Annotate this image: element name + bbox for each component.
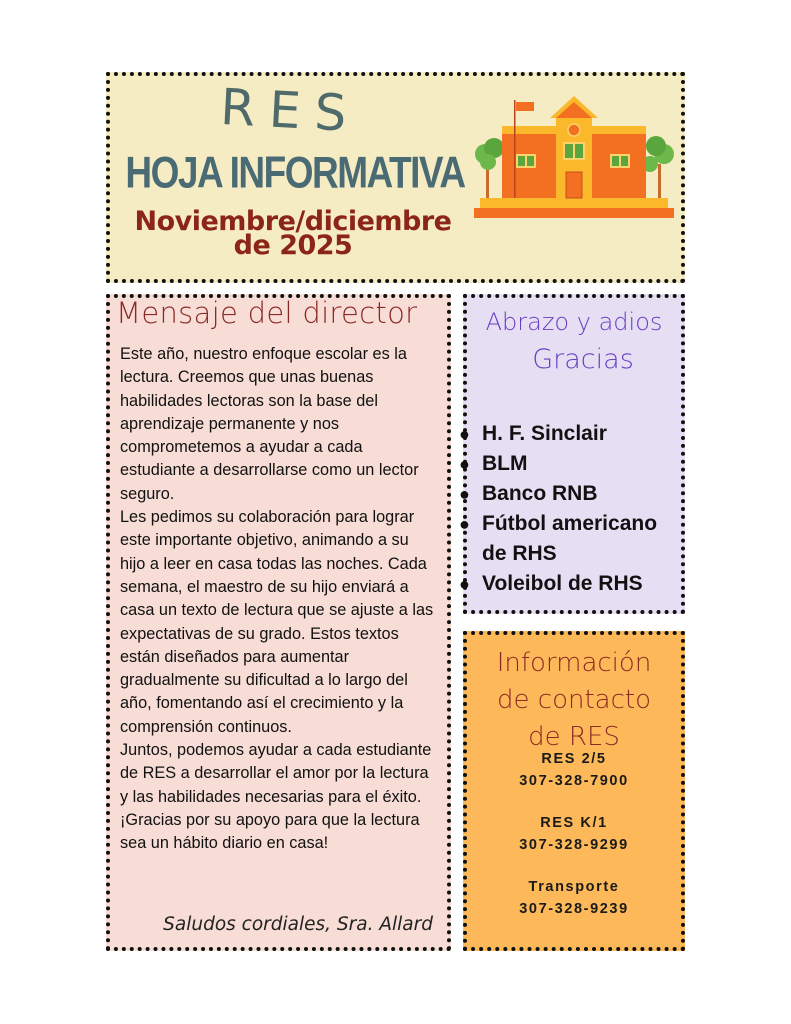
- sponsor-list: [461, 419, 677, 599]
- contact-entry: [467, 813, 681, 856]
- thanks-subheading: Gracias: [532, 344, 634, 375]
- newsletter-date: [110, 206, 476, 261]
- contact-entry: [467, 749, 681, 792]
- list-item: ● Voleibol de RHS: [461, 569, 677, 599]
- contact-list: [467, 749, 681, 941]
- date-line-2: de 2025: [233, 230, 353, 261]
- contact-heading: Información de contacto de RES: [496, 648, 652, 752]
- bullet-icon: ●: [459, 514, 470, 534]
- bullet-icon: ●: [459, 424, 470, 444]
- newsletter-title: HOJA INFORMATIVA: [125, 148, 465, 198]
- paragraph: Este año, nuestro enfoque escolar es la lectura. Creemos que unas buenas habilidades lectoras son la base del aprendizaje permanente y nos comprometemos a ayudar a cada estudiante a desarrollarse como un lector seguro.: [120, 345, 419, 503]
- director-message-body: [120, 343, 438, 856]
- signature: Saludos cordiales, Sra. Allard: [163, 914, 433, 935]
- thanks-heading: Abrazo y adios: [485, 308, 663, 336]
- bullet-icon: ●: [459, 574, 470, 594]
- contact-label: RES K/1: [540, 815, 608, 831]
- bullet-icon: ●: [459, 454, 470, 474]
- contact-panel: [463, 631, 685, 951]
- list-item: ● BLM: [461, 449, 677, 479]
- paragraph: Les pedimos su colaboración para lograr este importante objetivo, animando a su hijo a leer en casa todas las noches. Cada semana, el maestro de su hijo enviará a casa un texto de lectura que se ajuste a las expectativas de su grado. Estos textos están diseñados para aumentar gradualmente su dificultad a lo largo del año, fomentando así el crecimiento y la comprensión continuos.: [120, 508, 434, 736]
- contact-label: RES 2/5: [541, 751, 607, 767]
- list-item: ● H. F. Sinclair: [461, 419, 677, 449]
- contact-phone: 307-328-9239: [519, 900, 629, 917]
- contact-label: Transporte: [528, 879, 620, 895]
- header-banner: [106, 72, 685, 283]
- thanks-panel: [459, 294, 685, 614]
- director-message-panel: [106, 294, 451, 951]
- date-line-1: Noviembre/diciembre: [134, 206, 452, 237]
- director-heading: Mensaje del director: [116, 296, 418, 330]
- contact-phone: 307-328-9299: [519, 836, 629, 853]
- bullet-icon: ●: [459, 484, 470, 504]
- list-item: ● Fútbol americano: [461, 509, 677, 539]
- list-item-continuation: de RHS: [482, 542, 557, 565]
- paragraph: Juntos, podemos ayudar a cada estudiante de RES a desarrollar el amor por la lectura y las habilidades necesarias para el éxito. ¡Gracias por su apoyo para que la lectura sea un hábito diario en casa!: [120, 741, 432, 853]
- org-name: RES: [218, 78, 362, 144]
- school-building-icon: [472, 90, 676, 222]
- contact-phone: 307-328-7900: [519, 772, 629, 789]
- contact-entry: [467, 877, 681, 920]
- list-item: ● Banco RNB: [461, 479, 677, 509]
